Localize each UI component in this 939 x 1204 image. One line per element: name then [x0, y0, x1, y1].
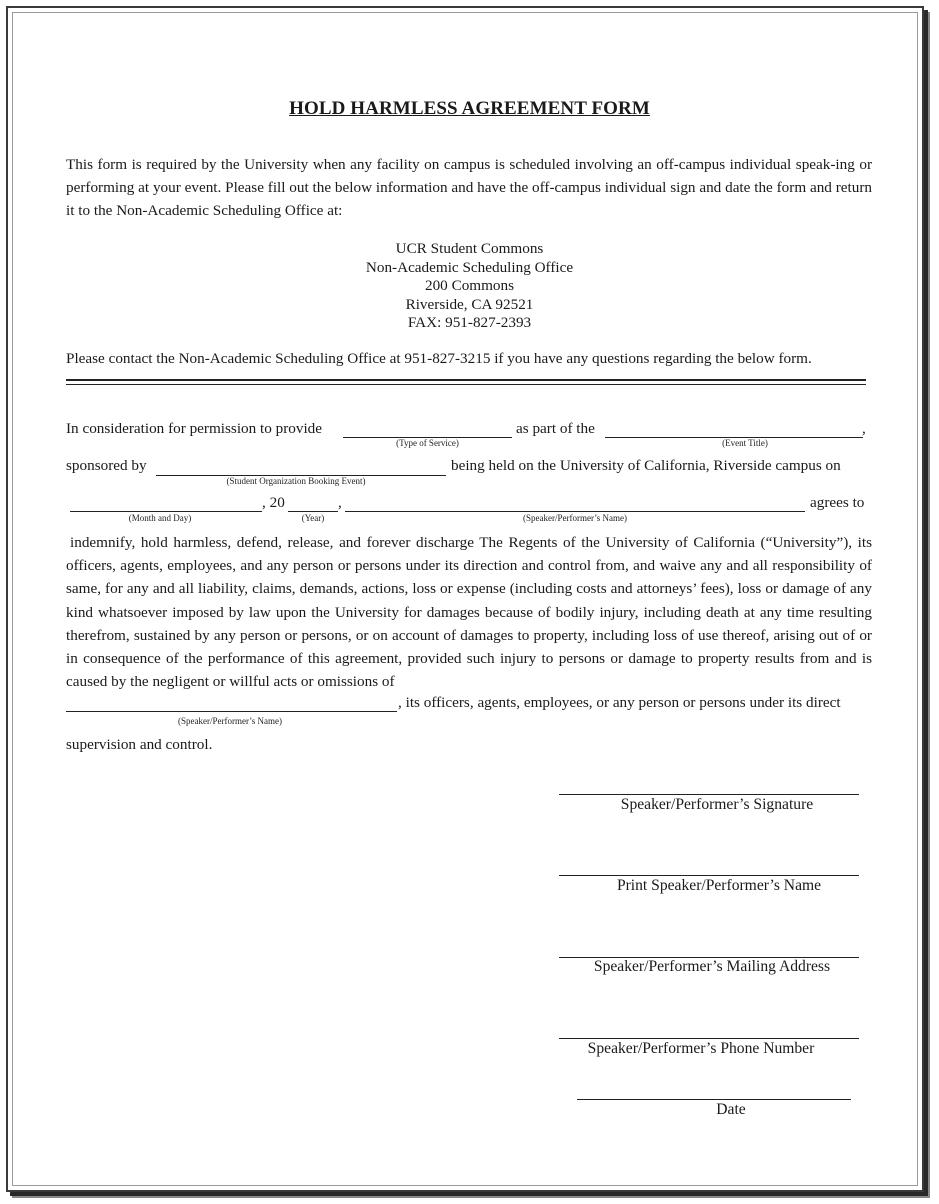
line3-text-a: , 20 — [262, 494, 285, 511]
contact-note: Please contact the Non-Academic Scheduling Office at 951-827-3215 if you have any questions regarding the below form. — [66, 350, 812, 367]
student-org-caption: (Student Organization Booking Event) — [226, 476, 366, 486]
speaker-name-caption: (Speaker/Performer’s Name) — [522, 513, 628, 523]
form-title: HOLD HARMLESS AGREEMENT FORM — [289, 98, 650, 119]
year-caption: (Year) — [301, 513, 325, 523]
address-line-4: Riverside, CA 92521 — [405, 295, 534, 313]
closing-text: supervision and control. — [66, 736, 213, 753]
divider-thick — [66, 379, 866, 381]
event-title-caption: (Event Title) — [722, 438, 768, 448]
type-of-service-caption: (Type of Service) — [396, 438, 459, 448]
line1-text-a: In consideration for permission to provide — [66, 420, 323, 437]
mailing-address-label: Speaker/Performer’s Mailing Address — [593, 958, 831, 975]
line2-text-a: sponsored by — [66, 457, 147, 474]
office-address — [0, 240, 939, 333]
year-field[interactable] — [288, 511, 338, 512]
date-label: Date — [716, 1101, 746, 1118]
divider-thin — [66, 384, 866, 385]
address-line-1: UCR Student Commons — [395, 240, 544, 257]
last-line-text: , its officers, agents, employees, or any person or persons under its direct — [398, 694, 841, 711]
line3-text-c: agrees to — [810, 494, 865, 511]
month-day-caption: (Month and Day) — [128, 513, 192, 523]
speaker-name-caption-2: (Speaker/Performer’s Name) — [177, 716, 283, 726]
signature-line[interactable] — [559, 794, 859, 795]
line3-comma: , — [338, 494, 342, 511]
phone-line[interactable] — [559, 1038, 859, 1039]
print-name-line[interactable] — [559, 875, 859, 876]
line2-text-b: being held on the University of California, Riverside campus on — [451, 457, 841, 474]
indemnity-paragraph: indemnify, hold harmless, defend, release, and forever discharge The Regents of the University of California (“University”), its officers, agents, employees, and any person or persons under its direction and control from, and waive any and all responsibility of same, for any and all liability, claims, demands, actions, loss or expense (including costs and attorneys’ fees), loss or damage of any kind whatsoever imposed by law upon the University for damages because of bodily injury, including death at any time resulting therefrom, sustained by any person or persons, or on account of damages to property, including loss of use thereof, arising out of or in consequence of the performance of this agreement, provided such injury to persons or damage to property results from and is caused by the negligent or willful acts or omissions of — [66, 534, 872, 691]
address-line-2: Non-Academic Scheduling Office — [365, 258, 574, 276]
line1-comma: , — [862, 420, 866, 437]
print-name-label: Print Speaker/Performer’s Name — [616, 877, 822, 894]
signature-label: Speaker/Performer’s Signature — [620, 796, 814, 813]
phone-label: Speaker/Performer’s Phone Number — [587, 1040, 815, 1057]
month-day-field[interactable] — [70, 511, 262, 512]
intro-paragraph: This form is required by the University when any facility on campus is scheduled involving an off-campus individual speak-ing or performing at your event. Please fill out the below information and have the off-campus individual sign and date the form and return it to the Non-Academic Scheduling Office at: — [66, 156, 872, 219]
date-line[interactable] — [577, 1099, 851, 1100]
line1-text-b: as part of the — [516, 420, 595, 437]
address-fax: FAX: 951-827-2393 — [407, 314, 532, 332]
speaker-name-field-2[interactable] — [66, 711, 397, 712]
address-line-3: 200 Commons — [424, 277, 515, 295]
speaker-name-field[interactable] — [345, 511, 805, 512]
